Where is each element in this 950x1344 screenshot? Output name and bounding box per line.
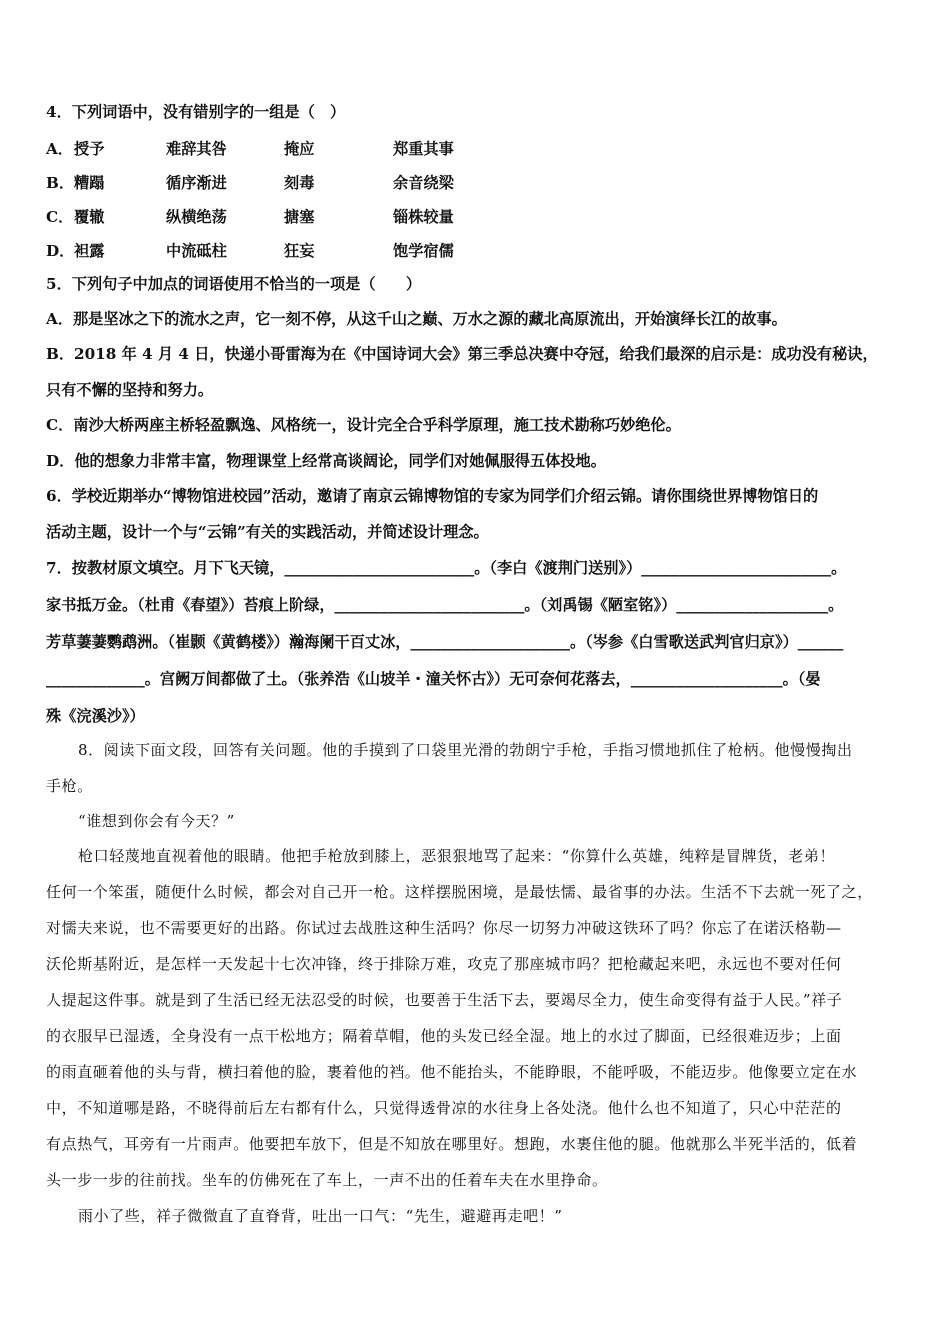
- q6-line-2: 活动主题，设计一个与“云锦”有关的实践活动，并简述设计理念。: [46, 523, 489, 541]
- q8-paragraph-3-line: 枪口轻蔑地直视着他的眼睛。他把手枪放到膝上，恶狠狠地骂了起来：“你算什么英雄，纯粹是冒牌货，老弟！: [78, 847, 836, 865]
- q4-option-c-word-3: 搪塞: [284, 208, 315, 226]
- q8-paragraph-3-line: 人提起这件事。就是到了生活已经无法忍受的时候，也要善于生活下去，要竭尽全力，使生命变得有益于人民。”祥子: [46, 991, 843, 1009]
- q7-line-2: 家书抵万金。（杜甫《春望》）苔痕上阶绿，_________________________。（刘禹锡《陋室铭》）____________________。: [46, 596, 844, 614]
- q5-option-a: A．那是坚冰之下的流水之声，它一刻不停，从这千山之巅、万水之源的藏北高原流出，开始演绎长江的故事。: [46, 310, 787, 328]
- q8-paragraph-4: 雨小了些，祥子微微直了直脊背，吐出一口气：“先生，避避再走吧！”: [78, 1207, 563, 1225]
- q4-option-a-word-3: 掩应: [284, 140, 315, 158]
- q7-line-4: _____________。宫阙万间都做了土。（张养浩《山坡羊・潼关怀古》）无可奈何花落去，____________________。（晏: [46, 670, 821, 688]
- q8-paragraph-1-line-2: 手枪。: [46, 777, 93, 795]
- q8-paragraph-3-line: 中，不知道哪是路，不晓得前后左右都有什么，只觉得透骨凉的水往身上各处浇。他什么也不知道了，只心中茫茫的: [46, 1099, 842, 1117]
- q8-paragraph-3-line: 有点热气，耳旁有一片雨声。他要把车放下，但是不知放在哪里好。想跑，水裹住他的腿。他就那么半死半活的，低着: [46, 1135, 858, 1153]
- q8-paragraph-1-line-1: 8．阅读下面文段，回答有关问题。他的手摸到了口袋里光滑的勃朗宁手枪，手指习惯地抓住了枪柄。他慢慢掏出: [78, 741, 853, 759]
- q4-option-b-word-2: 循序渐进: [166, 174, 227, 192]
- q8-paragraph-3-line: 对懦夫来说，也不需要更好的出路。你试过去战胜这种生活吗？你尽一切努力冲破这铁环了吗？你忘了在诺沃格勒—: [46, 919, 842, 937]
- q4-option-c-word-1: 覆辙: [74, 208, 105, 226]
- q4-option-d-word-4: 饱学宿儒: [393, 242, 454, 260]
- q7-line-5: 殊《浣溪沙》）: [46, 707, 145, 725]
- q7-line-3: 芳草萋萋鹦鹉洲。（崔颢《黄鹤楼》）瀚海阑干百丈冰，_____________________。（岑参《白雪歌送武判官归京》）______: [46, 633, 844, 651]
- q6-line-1: 6．学校近期举办“博物馆进校园”活动，邀请了南京云锦博物馆的专家为同学们介绍云锦。请你围绕世界博物馆日的: [46, 487, 819, 505]
- q4-option-d-word-2: 中流砥柱: [166, 242, 227, 260]
- q4-option-a-word-4: 郑重其事: [393, 140, 454, 158]
- q8-paragraph-3-line: 沃伦斯基附近，是怎样一天发起十七次冲锋，终于排除万难，攻克了那座城市吗？把枪藏起来吧，永远也不要对任何: [46, 955, 842, 973]
- q4-option-c-word-2: 纵横绝荡: [166, 208, 227, 226]
- q4-option-a-word-1: 授予: [74, 140, 105, 158]
- q8-paragraph-3-line: 头一步一步的往前找。坐车的仿佛死在了车上，一声不出的任着车夫在水里挣命。: [46, 1171, 608, 1189]
- q5-option-d: D．他的想象力非常丰富，物理课堂上经常高谈阔论，同学们对她佩服得五体投地。: [46, 452, 606, 470]
- q4-stem: 4．下列词语中，没有错别字的一组是（ ）: [46, 103, 346, 121]
- q8-paragraph-2: “谁想到你会有今天？”: [78, 812, 235, 830]
- q7-line-1: 7．按教材原文填空。月下飞天镜，_________________________。（李白《渡荆门送别》）_________________________。: [46, 559, 847, 577]
- q4-option-b-label: B．: [46, 174, 75, 192]
- q4-option-d-word-3: 狂妄: [284, 242, 315, 260]
- q4-option-c-word-4: 锱株较量: [393, 208, 454, 226]
- q8-paragraph-3-line: 任何一个笨蛋，随便什么时候，都会对自己开一枪。这样摆脱困境，是最怯懦、最省事的办法。生活不下去就一死了之，: [46, 883, 873, 901]
- q4-option-d-label: D．: [46, 242, 75, 260]
- q4-option-c-label: C．: [46, 208, 74, 226]
- q5-option-b-line-1: B．2018 年 4 月 4 日，快递小哥雷海为在《中国诗词大会》第三季总决赛中夺冠，给我们最深的启示是：成功没有秘诀，: [46, 345, 878, 363]
- q4-option-a-word-2: 难辞其咎: [166, 140, 227, 158]
- q4-option-b-word-3: 刻毒: [284, 174, 315, 192]
- q4-option-d-word-1: 袒露: [74, 242, 105, 260]
- q8-paragraph-3-line: 的雨直砸着他的头与背，横扫着他的脸，裹着他的裆。他不能抬头，不能睁眼，不能呼吸，不能迈步。他像要立定在水: [46, 1063, 858, 1081]
- q8-paragraph-3-line: 的衣服早已湿透，全身没有一点干松地方；隔着草帽，他的头发已经全湿。地上的水过了脚面，已经很难迈步；上面: [46, 1027, 842, 1045]
- q5-stem: 5．下列句子中加点的词语使用不恰当的一项是（ ）: [46, 275, 422, 293]
- q4-option-a-label: A．: [46, 140, 73, 158]
- q4-option-b-word-4: 余音绕梁: [393, 174, 454, 192]
- q5-option-b-line-2: 只有不懈的坚持和努力。: [46, 381, 214, 399]
- q4-option-b-word-1: 糟蹋: [74, 174, 105, 192]
- q5-option-c: C．南沙大桥两座主桥轻盈飘逸、风格统一，设计完全合乎科学原理，施工技术勘称巧妙绝伦。: [46, 416, 681, 434]
